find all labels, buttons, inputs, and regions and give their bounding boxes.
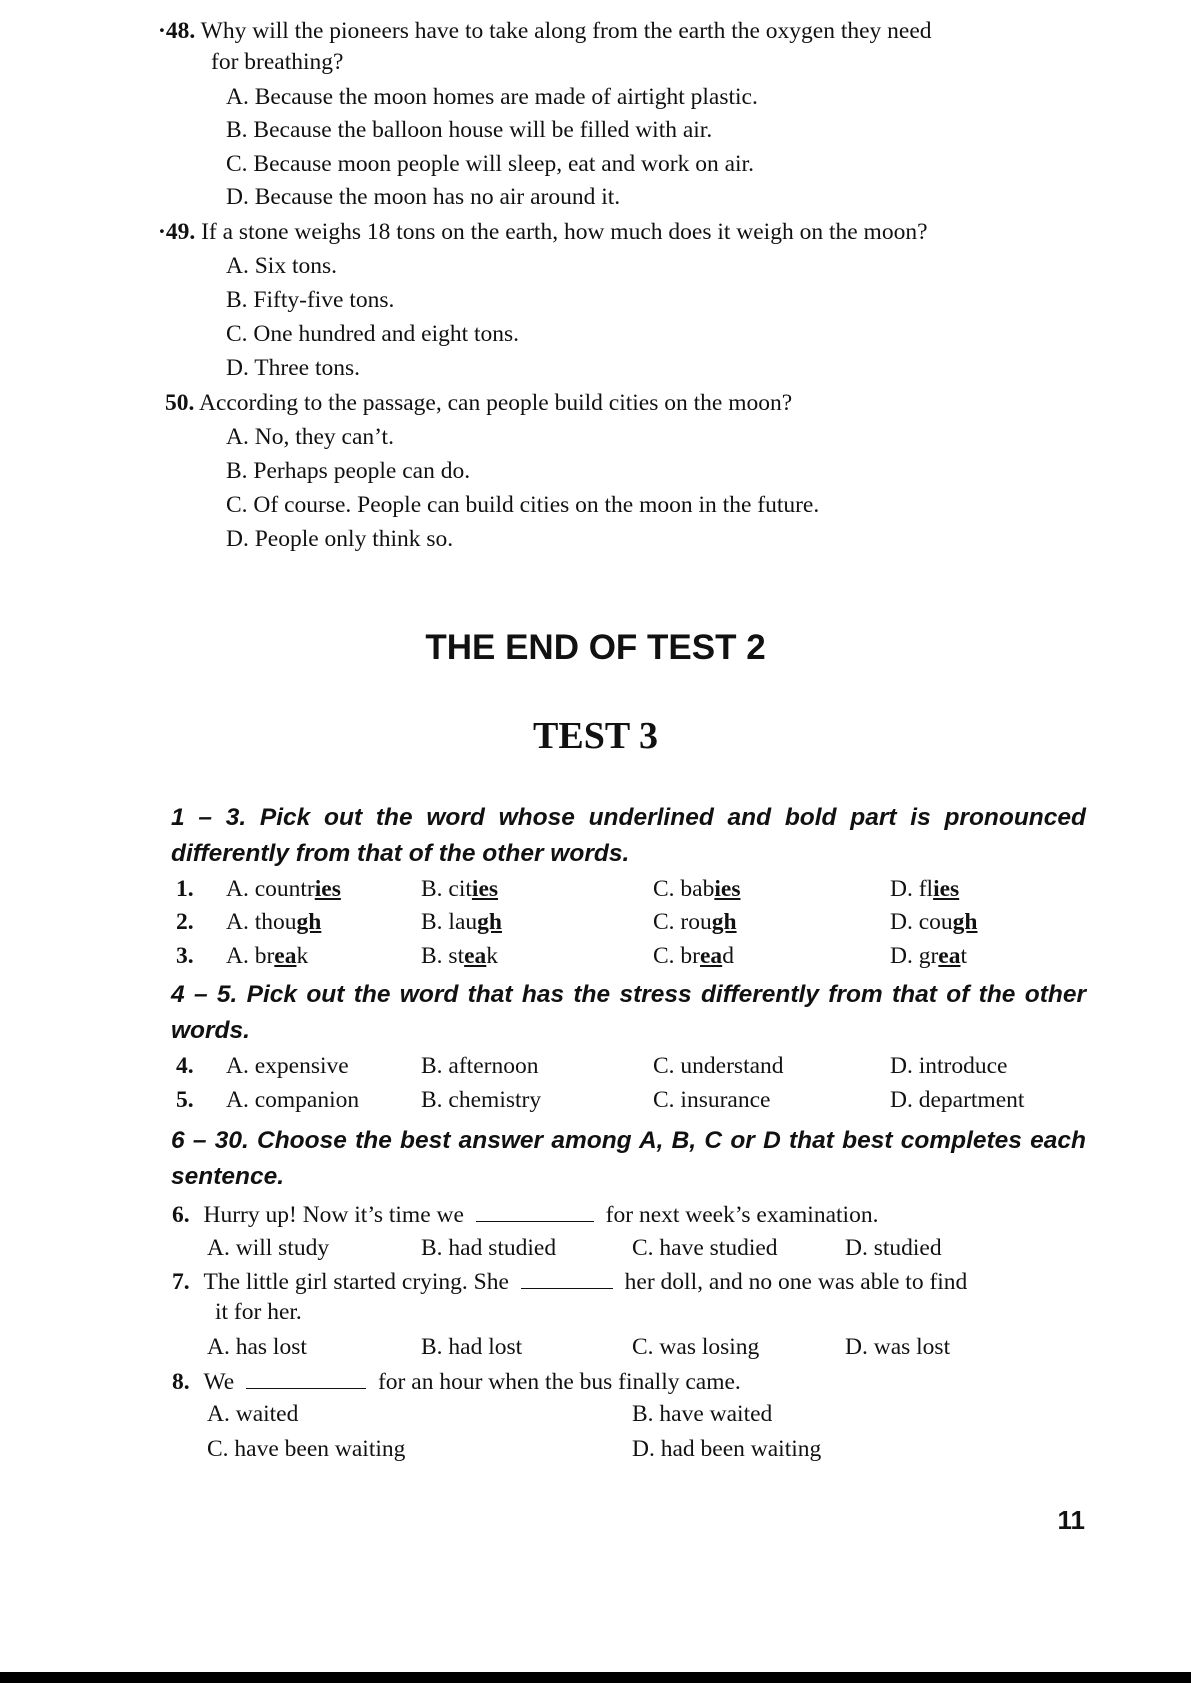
option-d: D. department — [890, 1087, 1025, 1113]
answer-blank — [246, 1366, 366, 1389]
question-text-continued: for breathing? — [211, 49, 344, 75]
option-c: C. have studied — [632, 1235, 778, 1261]
section-instruction: 1 – 3. Pick out the word whose underlined and bold part is pronounced differently from that of the other words. — [171, 804, 1086, 867]
row-number: 5. — [176, 1087, 194, 1113]
option-d: D. People only think so. — [226, 526, 454, 552]
row-number: 1. — [176, 876, 194, 902]
scan-border — [0, 1672, 1191, 1683]
option-b: B. have waited — [632, 1401, 773, 1427]
row-number: 3. — [176, 943, 194, 969]
option-d: D. studied — [845, 1235, 942, 1261]
question-text-continued: it for her. — [215, 1299, 302, 1325]
option-b: B. laugh — [421, 909, 502, 935]
question-50 — [165, 388, 792, 418]
option-a: A. Because the moon homes are made of airtight plastic. — [226, 84, 758, 110]
question-7 — [172, 1266, 967, 1297]
option-b: B. cities — [421, 876, 499, 902]
option-a: A. No, they can’t. — [226, 424, 394, 450]
option-a: A. waited — [207, 1401, 299, 1427]
question-8 — [172, 1366, 741, 1397]
option-c: C. was losing — [632, 1334, 760, 1360]
option-d: D. introduce — [890, 1053, 1008, 1079]
question-number: ·49. — [158, 219, 196, 245]
answer-blank — [476, 1199, 594, 1222]
option-c: C. Of course. People can build cities on the moon in the future. — [226, 492, 820, 518]
question-number: 6. — [172, 1202, 190, 1228]
option-d: D. had been waiting — [632, 1436, 822, 1462]
row-number: 2. — [176, 909, 194, 935]
page-number: 11 — [1057, 1505, 1085, 1535]
question-text: Why will the pioneers have to take along from the earth the oxygen they need — [200, 18, 932, 44]
option-c: C. rough — [653, 909, 737, 935]
option-a: A. has lost — [207, 1334, 307, 1360]
question-49 — [158, 217, 928, 247]
option-b: B. afternoon — [421, 1053, 539, 1079]
option-b: B. steak — [421, 943, 499, 969]
question-text-before: We — [203, 1369, 235, 1395]
question-text-after: her doll, and no one was able to find — [624, 1269, 968, 1295]
question-text: According to the passage, can people build cities on the moon? — [198, 390, 793, 416]
option-c: C. bread — [653, 943, 734, 969]
question-text-after: for an hour when the bus finally came. — [377, 1369, 741, 1395]
option-d: D. Because the moon has no air around it. — [226, 184, 621, 210]
option-d: D. was lost — [845, 1334, 951, 1360]
option-c: C. babies — [653, 876, 741, 902]
question-number: 7. — [172, 1269, 190, 1295]
option-b: B. chemistry — [421, 1087, 542, 1113]
question-text-after: for next week’s examination. — [605, 1202, 879, 1228]
option-a: A. countries — [226, 876, 341, 902]
question-48 — [158, 16, 932, 46]
option-a: A. expensive — [226, 1053, 349, 1079]
option-b: B. had studied — [421, 1235, 557, 1261]
section-instruction: 6 – 30. Choose the best answer among A, B, C or D that best completes each sentence. — [171, 1127, 1086, 1190]
question-number: 50. — [165, 390, 195, 416]
option-c: C. Because moon people will sleep, eat and work on air. — [226, 151, 754, 177]
option-a: A. though — [226, 909, 322, 935]
option-d: D. cough — [890, 909, 978, 935]
option-b: B. had lost — [421, 1334, 523, 1360]
question-text-before: The little girl started crying. She — [203, 1269, 509, 1295]
end-of-test-heading: THE END OF TEST 2 — [425, 628, 766, 667]
question-number: ·48. — [158, 18, 196, 44]
question-6 — [172, 1199, 878, 1230]
question-text: If a stone weighs 18 tons on the earth, how much does it weigh on the moon? — [201, 219, 928, 245]
answer-blank — [521, 1266, 613, 1289]
question-number: 8. — [172, 1369, 190, 1395]
option-c: C. One hundred and eight tons. — [226, 321, 520, 347]
option-a: A. Six tons. — [226, 253, 337, 279]
option-b: B. Because the balloon house will be filled with air. — [226, 117, 713, 143]
option-d: D. great — [890, 943, 968, 969]
option-c: C. insurance — [653, 1087, 771, 1113]
option-d: D. flies — [890, 876, 960, 902]
option-a: A. companion — [226, 1087, 360, 1113]
option-a: A. break — [226, 943, 309, 969]
test-heading: TEST 3 — [533, 715, 658, 757]
option-d: D. Three tons. — [226, 355, 361, 381]
option-a: A. will study — [207, 1235, 330, 1261]
option-c: C. understand — [653, 1053, 784, 1079]
section-instruction: 4 – 5. Pick out the word that has the stress differently from that of the other words. — [171, 981, 1086, 1044]
question-text-before: Hurry up! Now it’s time we — [203, 1202, 464, 1228]
option-c: C. have been waiting — [207, 1436, 406, 1462]
option-b: B. Perhaps people can do. — [226, 458, 471, 484]
row-number: 4. — [176, 1053, 194, 1079]
option-b: B. Fifty-five tons. — [226, 287, 395, 313]
